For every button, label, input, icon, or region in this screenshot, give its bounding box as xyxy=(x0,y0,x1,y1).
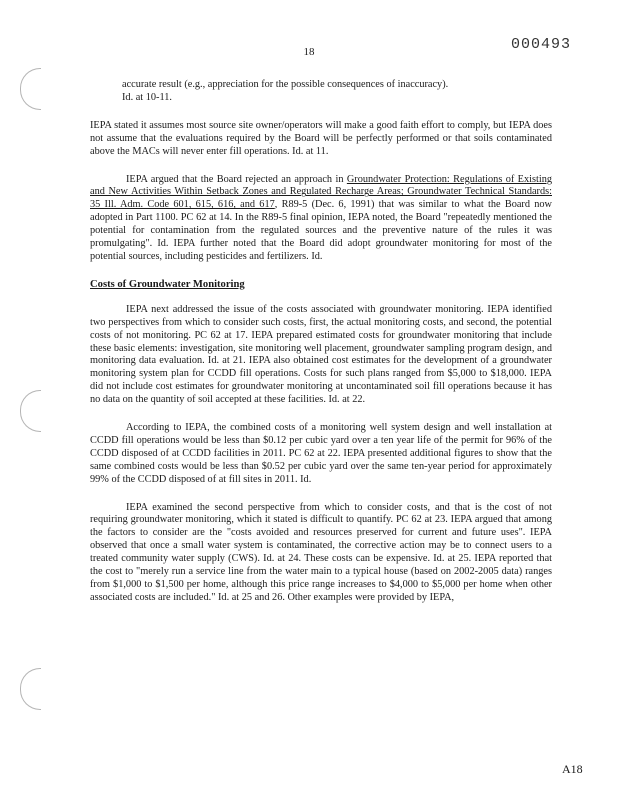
paragraph: IEPA examined the second perspective from which to consider costs, and that is the cost of not requiring groundwater monitoring, which it stated is difficult to quantify. PC 62 at 23. IEPA argued that among the factors to consider are the "costs avoided and resources preserved for current and future uses". IEPA observed that once a small water system is contaminated, the corrective action may be to connect users to a treated community water supply (CWS). Id. at 24. These costs can be expensive. Id. at 25. IEPA reported that the cost to "merely run a service line from the water main to a typical house (based on 2002-2005 data) ranges from $1,000 to $1,500 per home, although this price range increases to $4,000 to $5,000 per home when other associated costs are included." Id. at 25 and 26. Other examples were provided by IEPA, xyxy=(90,501,552,603)
case-title: Groundwater Protection: Regulations of Existing and New Activities Within Setback Zones and Regulated Recharge Areas; Groundwater Technical Standards: 35 Ill. Adm. Code 601, 615, 616, and 617 xyxy=(90,173,552,211)
bates-stamp: 000493 xyxy=(511,36,572,53)
paragraph xyxy=(90,174,552,264)
page-number: 18 xyxy=(303,46,315,58)
document-body xyxy=(90,79,552,620)
paragraph: According to IEPA, the combined costs of a monitoring well system design and well installation at CCDD fill operations would be less than $0.12 per cubic yard over a ten year life of the permit for 96% of the CCDD disposed of at CCDD facilities in 2011. PC 62 at 22. IEPA presented additional figures to show that the same combined costs would be less than $0.52 per cubic yard over the same ten-year period for approximately 99% of the CCDD disposed of at fill sites in 2011. Id. xyxy=(90,422,552,485)
quote-continuation xyxy=(90,79,552,105)
punch-hole-bottom xyxy=(20,668,41,710)
appendix-page-label: A18 xyxy=(562,762,583,776)
paragraph-text: , R89-5 (Dec. 6, 1991) that was similar to what the Board now adopted in Part 1100. PC 62 at 14. In the R89-5 final opinion, IEPA noted, the Board "repeatedly mentioned the potential for contamination from the regulated sources and the preventive nature of the rules it was promulgating". Id. IEPA further noted that the Board did adopt groundwater monitoring for most of the potential sources, including pesticides and fertilizers. Id. xyxy=(90,199,552,262)
section-heading: Costs of Groundwater Monitoring xyxy=(90,278,245,290)
citation: Id. at 10-11. xyxy=(122,91,172,103)
paragraph-text: IEPA argued that the Board rejected an approach in xyxy=(126,173,347,185)
paragraph-text: accurate result (e.g., appreciation for the possible consequences of inaccuracy). xyxy=(122,79,449,90)
punch-hole-top xyxy=(20,68,41,110)
punch-hole-middle xyxy=(20,390,41,432)
paragraph: IEPA stated it assumes most source site owner/operators will make a good faith effort to comply, but IEPA does not assume that the evaluations required by the Board will be perfectly performed or that soils contaminated above the MACs will never enter fill operations. Id. at 11. xyxy=(90,119,552,157)
paragraph: IEPA next addressed the issue of the costs associated with groundwater monitoring. IEPA identified two perspectives from which to consider such costs, first, the actual monitoring costs, and second, the potential costs of not monitoring. PC 62 at 17. IEPA prepared estimated costs for groundwater monitoring that include these basic elements: investigation, site monitoring well placement, groundwater sampling program design, and monitoring data evaluation. Id. at 21. IEPA also obtained cost estimates for the development of a groundwater monitoring system plan for CCDD fill operations. Costs for such plans ranged from $5,000 to $18,000. IEPA did not include cost estimates for groundwater monitoring at uncontaminated soil fill operations because it has no data on the quantity of soil accepted at these facilities. Id. at 22. xyxy=(90,303,552,406)
